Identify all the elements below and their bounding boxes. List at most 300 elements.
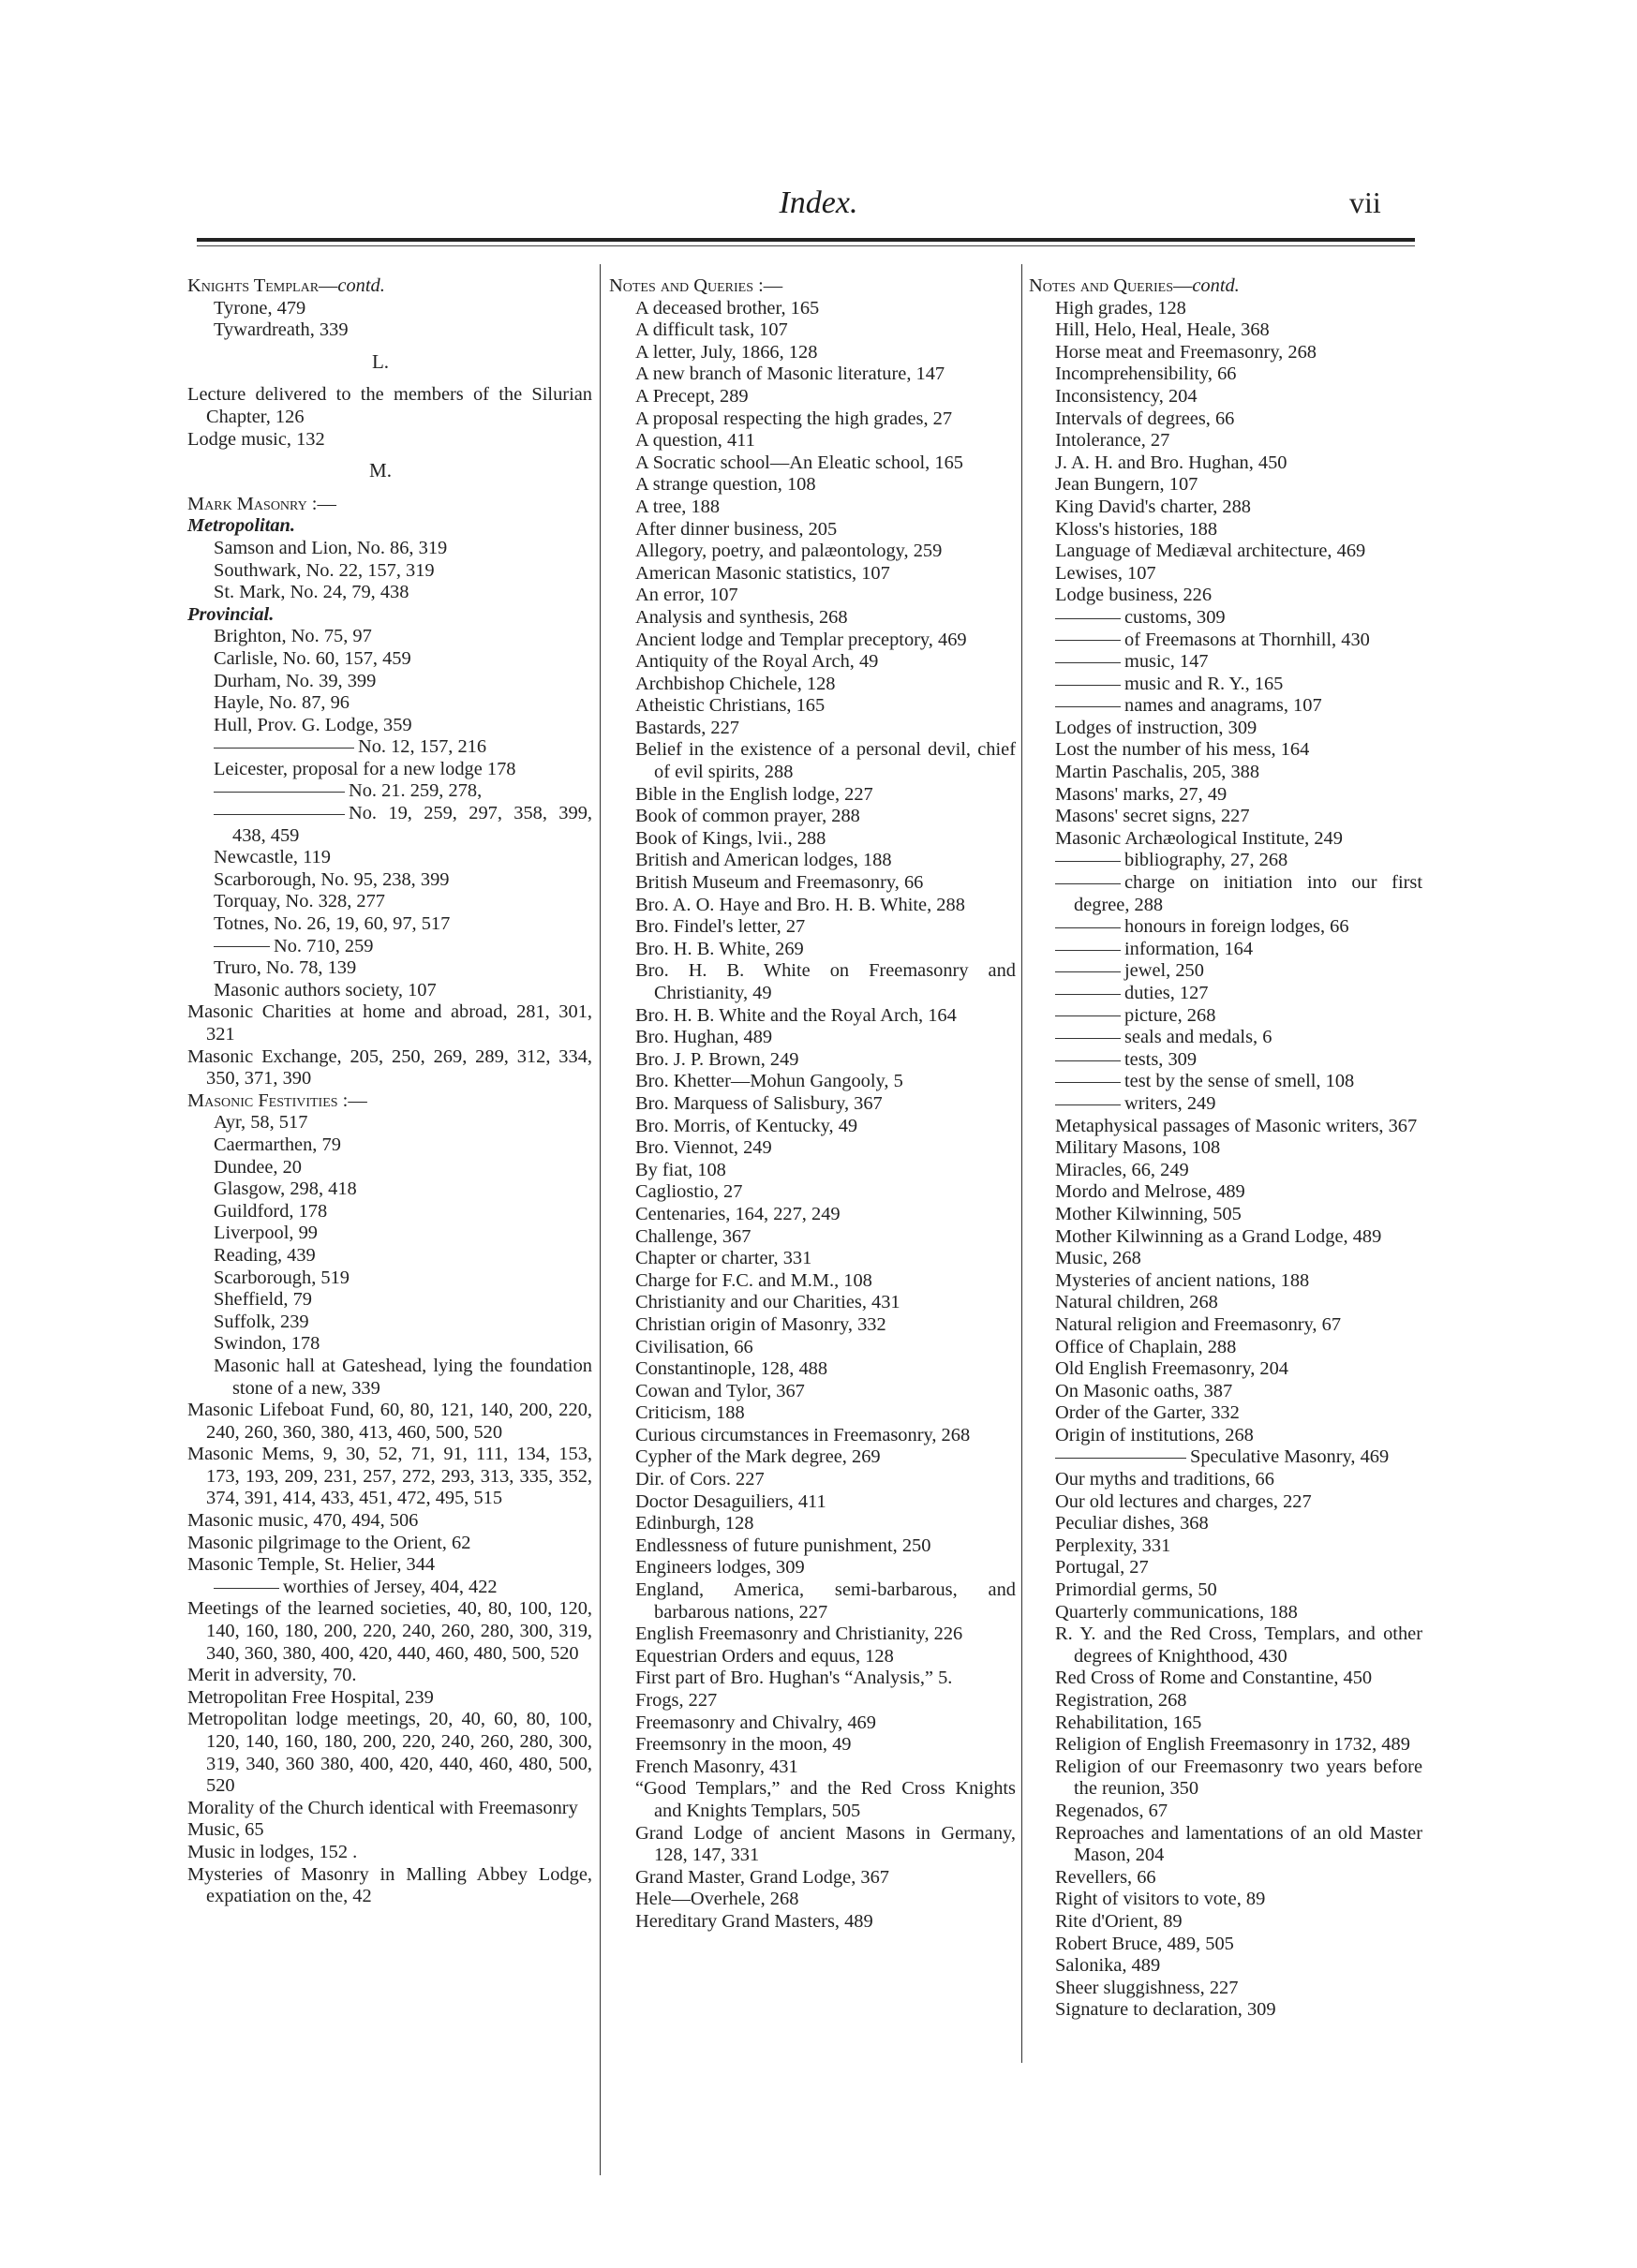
index-entry — [609, 319, 1016, 342]
entry-text: No. 19, 259, 297, 358, 399, 438, 459 — [232, 803, 592, 846]
index-entry — [187, 1798, 592, 1820]
index-entry — [187, 1842, 592, 1864]
ditto-dash — [1055, 1060, 1121, 1061]
entry-text: Metropolitan lodge meetings, 20, 40, 60, 80, 100, 120, 140, 160, 180, 200, 220, 240, 260, 280, 300, 319, 340, 360 380, 400, 420, 440, 460, 480, 500, 520 — [187, 1709, 592, 1797]
entry-text: Inconsistency, 204 — [1055, 385, 1198, 407]
index-entry — [1029, 674, 1422, 696]
entry-text: Hull, Prov. G. Lodge, 359 — [214, 714, 412, 735]
index-entry — [1029, 1181, 1422, 1204]
entry-text: Our myths and traditions, 66 — [1055, 1469, 1274, 1490]
index-entry — [1029, 784, 1422, 807]
entry-text: First part of Bro. Hughan's “Analysis,” 5. — [635, 1668, 953, 1689]
index-entry — [187, 1864, 592, 1908]
entry-text: Bro. Marquess of Salisbury, 367 — [635, 1092, 883, 1114]
entry-text: Masonic Temple, St. Helier, 344 — [187, 1554, 436, 1576]
index-entry — [187, 1819, 592, 1842]
index-entry — [609, 1337, 1016, 1359]
entry-text: No. 12, 157, 216 — [358, 736, 487, 758]
entry-text: High grades, 128 — [1055, 297, 1186, 319]
entry-text: A new branch of Masonic literature, 147 — [635, 363, 945, 385]
ditto-dash — [1055, 685, 1121, 686]
entry-text: Curious circumstances in Freemasonry, 268 — [635, 1424, 971, 1445]
index-entry — [609, 1911, 1016, 1934]
column-divider — [600, 264, 601, 2175]
entry-text: Bro. H. B. White on Freemasonry and Christianity, 49 — [635, 960, 1016, 1003]
ditto-dash — [214, 748, 354, 749]
index-entry — [609, 850, 1016, 872]
index-entry — [609, 1446, 1016, 1469]
index-entry — [1029, 739, 1422, 762]
entry-text: Merit in adversity, 70. — [187, 1665, 357, 1686]
entry-text: Freemasonry and Chivalry, 469 — [635, 1712, 876, 1733]
entry-text: Military Masons, 108 — [1055, 1137, 1221, 1159]
section-letter — [187, 342, 592, 385]
subsection-heading — [187, 604, 592, 627]
index-entry — [609, 1137, 1016, 1160]
index-entry — [609, 1049, 1016, 1072]
index-entry — [187, 1201, 592, 1223]
entry-text: English Freemasonry and Christianity, 226 — [635, 1623, 963, 1645]
ditto-dash — [1055, 927, 1121, 928]
index-entry — [609, 960, 1016, 1004]
entry-text: Ancient lodge and Templar preceptory, 469 — [635, 629, 967, 650]
index-entry — [1029, 1160, 1422, 1182]
index-entry — [187, 736, 592, 759]
index-entry — [609, 1557, 1016, 1579]
index-entry — [1029, 1049, 1422, 1072]
ditto-dash — [1055, 883, 1121, 884]
entry-text: Masonic pilgrimage to the Orient, 62 — [187, 1532, 471, 1553]
index-entry — [609, 1646, 1016, 1668]
index-entry — [609, 895, 1016, 917]
index-entry — [609, 718, 1016, 740]
entry-text: Order of the Garter, 332 — [1055, 1402, 1240, 1424]
header-rule — [197, 238, 1415, 242]
entry-text: Language of Mediæval architecture, 469 — [1055, 541, 1366, 562]
entry-text: Christianity and our Charities, 431 — [635, 1292, 900, 1313]
entry-text: Southwark, No. 22, 157, 319 — [214, 559, 435, 581]
entry-text: A difficult task, 107 — [635, 319, 788, 341]
entry-text: picture, 268 — [1124, 1004, 1216, 1026]
index-entry — [1029, 1381, 1422, 1403]
ditto-dash — [1055, 971, 1121, 972]
index-entry — [1029, 1137, 1422, 1160]
entry-text: A strange question, 108 — [635, 474, 816, 496]
index-entry — [187, 1533, 592, 1555]
entry-text: Regenados, 67 — [1055, 1800, 1168, 1821]
index-entry — [1029, 474, 1422, 497]
entry-text: Civilisation, 66 — [635, 1336, 753, 1357]
index-entry — [187, 1178, 592, 1201]
entry-text: After dinner business, 205 — [635, 518, 838, 540]
entry-text: British and American lodges, 188 — [635, 850, 892, 871]
entry-text: charge on initiation into our first degree, 288 — [1074, 872, 1422, 915]
entry-text: A Precept, 289 — [635, 385, 749, 407]
entry-text: Leicester, proposal for a new lodge 178 — [214, 758, 516, 779]
entry-text: Origin of institutions, 268 — [1055, 1424, 1254, 1445]
entry-text: Masonic Mems, 9, 30, 52, 71, 91, 111, 134, 153, 173, 193, 209, 231, 257, 272, 293, 313, 335, 352, 374, 391, 414, 433, 451, 472, 495, 515 — [187, 1444, 592, 1509]
entry-text: Challenge, 367 — [635, 1225, 752, 1247]
entry-text: Red Cross of Rome and Constantine, 450 — [1055, 1668, 1373, 1689]
entry-text: Constantinople, 128, 488 — [635, 1358, 828, 1380]
index-entry — [187, 384, 592, 428]
index-entry — [609, 1358, 1016, 1381]
entry-text: jewel, 250 — [1124, 960, 1204, 982]
entry-text: information, 164 — [1124, 938, 1254, 959]
index-entry — [609, 607, 1016, 630]
index-entry — [187, 1709, 592, 1797]
index-entry — [1029, 718, 1422, 740]
entry-text: Notes and Queries— — [1029, 275, 1193, 296]
entry-text: Newcastle, 119 — [214, 847, 331, 868]
entry-text: Miracles, 66, 249 — [1055, 1159, 1189, 1180]
entry-text: On Masonic oaths, 387 — [1055, 1380, 1233, 1401]
index-entry — [609, 1579, 1016, 1623]
index-entry — [1029, 1337, 1422, 1359]
index-entry — [1029, 1314, 1422, 1337]
entry-text: Music in lodges, 152 . — [187, 1841, 358, 1862]
index-entry — [1029, 762, 1422, 784]
index-entry — [609, 452, 1016, 475]
entry-text: Meetings of the learned societies, 40, 80, 100, 120, 140, 160, 180, 200, 220, 240, 260, 280, 300, 319, 340, 360, 380, 400, 420, 440, 460, 480, 500, 520 — [187, 1598, 592, 1664]
entry-text: Lewises, 107 — [1055, 562, 1156, 584]
entry-text: Cagliostio, 27 — [635, 1181, 743, 1203]
index-entry — [187, 1333, 592, 1356]
entry-text: worthies of Jersey, 404, 422 — [283, 1576, 498, 1597]
index-entry — [609, 939, 1016, 961]
index-entry — [609, 806, 1016, 828]
index-entry — [609, 1093, 1016, 1116]
entry-text: Chapter or charter, 331 — [635, 1248, 812, 1269]
index-entry — [609, 1425, 1016, 1447]
entry-text: “Good Templars,” and the Red Cross Knights and Knights Templars, 505 — [635, 1778, 1016, 1821]
entry-text: Masons' secret signs, 227 — [1055, 806, 1250, 827]
entry-text: Hill, Helo, Heal, Heale, 368 — [1055, 319, 1270, 341]
entry-continued: contd. — [337, 275, 385, 296]
entry-text: Bro. Viennot, 249 — [635, 1137, 772, 1159]
index-entry — [187, 1134, 592, 1157]
index-entry — [609, 1292, 1016, 1314]
index-entry — [609, 1889, 1016, 1911]
index-entry — [1029, 1469, 1422, 1491]
index-entry — [1029, 1425, 1422, 1447]
index-entry — [1029, 1248, 1422, 1270]
index-entry — [187, 891, 592, 913]
entry-text: St. Mark, No. 24, 79, 438 — [214, 582, 409, 603]
index-entry — [187, 715, 592, 737]
entry-text: Samson and Lion, No. 86, 319 — [214, 537, 448, 558]
entry-text: names and anagrams, 107 — [1124, 695, 1322, 717]
index-entry — [609, 784, 1016, 807]
index-entry — [609, 1381, 1016, 1403]
entry-text: Masonic hall at Gateshead, lying the foundation stone of a new, 339 — [214, 1355, 592, 1399]
ditto-dash — [214, 1588, 279, 1589]
entry-text: duties, 127 — [1124, 983, 1209, 1003]
entry-text: Cypher of the Mark degree, 269 — [635, 1446, 881, 1468]
entry-text: Signature to declaration, 309 — [1055, 1999, 1276, 2021]
ditto-dash — [214, 814, 345, 815]
entry-text: honours in foreign lodges, 66 — [1124, 916, 1349, 938]
entry-text: Edinburgh, 128 — [635, 1513, 754, 1534]
ditto-dash — [1055, 994, 1121, 995]
entry-text: Hele—Overhele, 268 — [635, 1889, 799, 1910]
entry-text: Salonika, 489 — [1055, 1955, 1161, 1977]
entry-text: Metropolitan Free Hospital, 239 — [187, 1686, 434, 1708]
entry-text: Tyrone, 479 — [214, 297, 306, 319]
entry-text: Bro. Khetter—Mohun Gangooly, 5 — [635, 1071, 903, 1092]
index-entry — [187, 648, 592, 671]
index-entry — [1029, 1535, 1422, 1558]
index-entry — [187, 671, 592, 693]
index-entry — [609, 1712, 1016, 1735]
index-entry — [187, 1312, 592, 1334]
entry-text: By fiat, 108 — [635, 1159, 726, 1180]
index-entry — [187, 626, 592, 648]
index-entry — [609, 275, 1016, 298]
entry-text: Book of common prayer, 288 — [635, 806, 860, 827]
header-rule-thin — [197, 245, 1415, 246]
ditto-dash — [1055, 706, 1121, 707]
index-entry — [1029, 1204, 1422, 1226]
index-entry — [1029, 1623, 1422, 1668]
entry-text: Dundee, 20 — [214, 1156, 302, 1178]
index-entry — [1029, 1557, 1422, 1579]
index-entry — [187, 1665, 592, 1687]
index-entry — [609, 1734, 1016, 1757]
index-entry — [609, 474, 1016, 497]
index-entry — [187, 298, 592, 320]
entry-text: Endlessness of future punishment, 250 — [635, 1534, 931, 1556]
entry-text: Music, 65 — [187, 1819, 264, 1841]
entry-text: Carlisle, No. 60, 157, 459 — [214, 647, 411, 669]
index-entry — [609, 1402, 1016, 1425]
entry-text: Lecture delivered to the members of the Silurian Chapter, 126 — [187, 384, 592, 427]
entry-text: Primordial germs, 50 — [1055, 1579, 1217, 1601]
entry-text: Bible in the English lodge, 227 — [635, 783, 873, 805]
entry-text: Right of visitors to vote, 89 — [1055, 1889, 1266, 1910]
index-entry — [1029, 1602, 1422, 1624]
index-entry — [187, 1112, 592, 1134]
entry-text: Ayr, 58, 517 — [214, 1112, 308, 1134]
ditto-dash — [1055, 1038, 1121, 1039]
entry-text: Mother Kilwinning, 505 — [1055, 1203, 1242, 1224]
index-entry — [187, 1046, 592, 1090]
entry-text: test by the sense of smell, 108 — [1124, 1071, 1355, 1092]
index-entry — [1029, 939, 1422, 961]
entry-text: Archbishop Chichele, 128 — [635, 673, 836, 694]
index-entry — [1029, 1579, 1422, 1602]
entry-text: Morality of the Church identical with Freemasonry — [187, 1797, 578, 1818]
index-entry — [187, 1687, 592, 1710]
entry-text: Scarborough, No. 95, 238, 399 — [214, 868, 450, 890]
entry-text: Liverpool, 99 — [214, 1223, 318, 1244]
index-entry — [1029, 1712, 1422, 1735]
index-entry — [1029, 1999, 1422, 2022]
entry-text: Speculative Masonry, 469 — [1190, 1446, 1390, 1468]
index-entry — [187, 538, 592, 560]
page-number: vii — [1349, 185, 1381, 219]
index-entry — [187, 869, 592, 892]
ditto-dash — [1055, 1458, 1186, 1459]
index-entry — [1029, 1446, 1422, 1469]
entry-text: Masonic Lifeboat Fund, 60, 80, 121, 140, 200, 220, 240, 260, 360, 380, 413, 460, 500, 520 — [187, 1400, 592, 1443]
entry-text: Portugal, 27 — [1055, 1557, 1149, 1579]
entry-text: Notes and Queries :— — [609, 275, 783, 296]
index-entry — [1029, 1292, 1422, 1314]
index-entry — [1029, 1801, 1422, 1823]
index-entry — [1029, 916, 1422, 939]
index-entry — [609, 298, 1016, 320]
entry-text: No. 21. 259, 278, — [349, 780, 483, 802]
entry-text: tests, 309 — [1124, 1048, 1198, 1070]
index-entry — [1029, 386, 1422, 408]
entry-text: Suffolk, 239 — [214, 1311, 309, 1332]
entry-text: Our old lectures and charges, 227 — [1055, 1490, 1312, 1512]
index-entry — [609, 651, 1016, 674]
entry-text: Kloss's histories, 188 — [1055, 518, 1218, 540]
index-entry — [187, 780, 592, 803]
entry-text: Incomprehensibility, 66 — [1055, 363, 1237, 385]
index-column-3 — [1029, 275, 1422, 2022]
index-entry — [609, 408, 1016, 431]
index-entry — [609, 1757, 1016, 1779]
index-entry — [609, 1270, 1016, 1293]
entry-text: Christian origin of Masonry, 332 — [635, 1313, 886, 1335]
index-entry — [609, 916, 1016, 939]
entry-text: Reading, 439 — [214, 1244, 316, 1266]
entry-text: Brighton, No. 75, 97 — [214, 626, 372, 647]
entry-text: Religion of our Freemasonry two years before the reunion, 350 — [1055, 1756, 1422, 1800]
entry-text: Rite d'Orient, 89 — [1055, 1910, 1183, 1932]
entry-text: England, America, semi-barbarous, and barbarous nations, 227 — [635, 1579, 1016, 1623]
ditto-dash — [214, 792, 345, 793]
index-entry — [609, 585, 1016, 607]
index-entry — [609, 1823, 1016, 1867]
entry-text: M. — [369, 459, 392, 482]
entry-text: Lodge business, 226 — [1055, 585, 1213, 606]
entry-text: Truro, No. 78, 139 — [214, 957, 357, 979]
index-column-1 — [187, 275, 592, 1908]
entry-text: Metropolitan. — [187, 515, 295, 537]
index-entry — [609, 630, 1016, 652]
entry-text: Peculiar dishes, 368 — [1055, 1513, 1209, 1534]
index-entry — [609, 1027, 1016, 1049]
entry-text: Lodge music, 132 — [187, 428, 325, 450]
entry-text: Mark Masonry :— — [187, 493, 336, 514]
index-entry — [1029, 1734, 1422, 1757]
entry-text: Bro. Hughan, 489 — [635, 1027, 773, 1048]
index-entry — [1029, 651, 1422, 674]
entry-text: Masonic Exchange, 205, 250, 269, 289, 312, 334, 350, 371, 390 — [187, 1045, 592, 1090]
entry-text: Masonic Charities at home and abroad, 281, 301, 321 — [187, 1001, 592, 1045]
index-entry — [609, 1513, 1016, 1535]
index-entry — [609, 342, 1016, 364]
index-entry — [1029, 342, 1422, 364]
entry-continued: contd. — [1192, 275, 1240, 296]
index-entry — [609, 1005, 1016, 1028]
index-entry — [187, 1554, 592, 1577]
entry-text: Centenaries, 164, 227, 249 — [635, 1203, 841, 1224]
index-entry — [609, 386, 1016, 408]
index-entry — [1029, 1934, 1422, 1956]
index-entry — [609, 1314, 1016, 1337]
index-entry — [609, 497, 1016, 519]
index-entry — [187, 803, 592, 847]
index-entry — [1029, 872, 1422, 916]
index-entry — [609, 695, 1016, 718]
entry-text: Charge for F.C. and M.M., 108 — [635, 1269, 872, 1291]
entry-text: of Freemasons at Thornhill, 430 — [1124, 629, 1370, 650]
index-entry — [1029, 1226, 1422, 1249]
entry-text: Totnes, No. 26, 19, 60, 97, 517 — [214, 913, 451, 935]
index-entry — [609, 1248, 1016, 1270]
index-entry — [609, 1690, 1016, 1712]
index-entry — [609, 1778, 1016, 1822]
entry-text: Sheer sluggishness, 227 — [1055, 1977, 1239, 1998]
index-entry — [1029, 806, 1422, 828]
entry-text: Scarborough, 519 — [214, 1267, 350, 1288]
entry-text: Engineers lodges, 309 — [635, 1557, 805, 1579]
index-entry — [609, 674, 1016, 696]
entry-text: Atheistic Christians, 165 — [635, 695, 826, 717]
index-entry — [609, 563, 1016, 586]
ditto-dash — [1055, 1104, 1121, 1105]
entry-text: Metaphysical passages of Masonic writers, 367 — [1055, 1115, 1418, 1136]
ditto-dash — [1055, 640, 1121, 641]
index-entry — [187, 1267, 592, 1290]
entry-text: Doctor Desaguiliers, 411 — [635, 1490, 826, 1512]
index-entry — [609, 1469, 1016, 1491]
index-entry — [187, 1444, 592, 1510]
index-entry — [609, 1491, 1016, 1514]
index-entry — [187, 275, 592, 298]
index-entry — [187, 1289, 592, 1312]
index-entry — [1029, 1978, 1422, 2000]
entry-text: Knights Templar— — [187, 275, 338, 296]
index-entry — [1029, 452, 1422, 475]
ditto-dash — [1055, 861, 1121, 862]
index-entry — [187, 560, 592, 583]
entry-text: Analysis and synthesis, 268 — [635, 606, 848, 628]
entry-text: music and R. Y., 165 — [1124, 673, 1284, 694]
index-entry — [187, 759, 592, 781]
entry-text: Caermarthen, 79 — [214, 1134, 341, 1155]
index-entry — [609, 1668, 1016, 1690]
index-entry — [609, 1535, 1016, 1558]
index-entry — [187, 936, 592, 958]
index-entry — [609, 363, 1016, 386]
index-entry — [1029, 298, 1422, 320]
entry-text: Bro. H. B. White, 269 — [635, 938, 804, 959]
entry-text: Religion of English Freemasonry in 1732, 489 — [1055, 1734, 1410, 1756]
index-entry — [1029, 319, 1422, 342]
entry-text: Jean Bungern, 107 — [1055, 474, 1198, 496]
index-entry — [187, 319, 592, 342]
entry-text: British Museum and Freemasonry, 66 — [635, 872, 924, 894]
index-entry — [187, 1510, 592, 1533]
index-entry — [1029, 275, 1422, 298]
entry-text: Old English Freemasonry, 204 — [1055, 1358, 1288, 1380]
index-entry — [187, 980, 592, 1002]
entry-text: Tywardreath, 339 — [214, 319, 349, 341]
entry-text: Mysteries of Masonry in Malling Abbey Lodge, expatiation on the, 42 — [187, 1863, 592, 1907]
ditto-dash — [1055, 662, 1121, 663]
entry-text: Swindon, 178 — [214, 1333, 320, 1355]
index-entry — [187, 1400, 592, 1444]
index-entry — [187, 429, 592, 452]
index-entry — [609, 1623, 1016, 1646]
entry-text: Freemsonry in the moon, 49 — [635, 1734, 852, 1756]
